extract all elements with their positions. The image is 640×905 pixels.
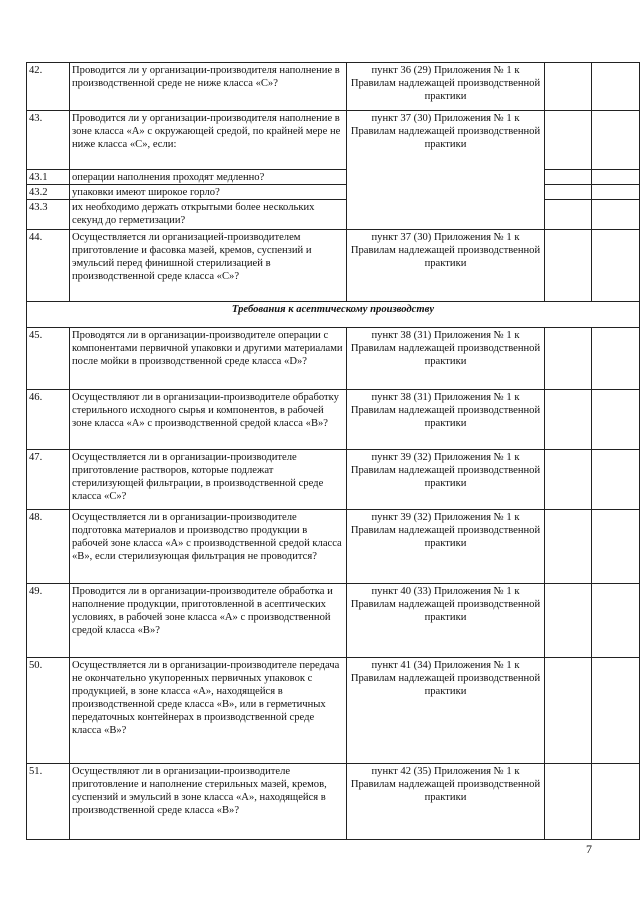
table-row [27,764,640,840]
item-number: 49. [27,584,70,658]
note-cell [592,185,640,200]
item-question: Осуществляется ли в организации-производителе приготовление растворов, которые подлежат стерилизующей фильтрации, в производственной среде класса «С»? [70,450,347,510]
table-row [27,170,640,185]
item-number: 47. [27,450,70,510]
table-row [27,200,640,230]
answer-cell [545,450,592,510]
item-reference: пункт 40 (33) Приложения № 1 к Правилам надлежащей производственной практики [347,584,545,658]
answer-cell [545,63,592,111]
item-question: операции наполнения проходят медленно? [70,170,347,185]
checklist-table [26,62,640,840]
note-cell [592,111,640,170]
section-heading: Требования к асептическому производству [27,302,640,328]
item-question: Осуществляют ли в организации-производителе приготовление и наполнение стерильных мазей, кремов, суспензий и эмульсий в зоне класса «А», находящейся в производственной среде класса «В»? [70,764,347,840]
answer-cell [545,764,592,840]
item-question: Проводятся ли в организации-производителе операции с компонентами первичной упаковки и другими материалами после мойки в производственной среде класса «D»? [70,328,347,390]
item-question: упаковки имеют широкое горло? [70,185,347,200]
item-reference: пункт 36 (29) Приложения № 1 к Правилам надлежащей производственной практики [347,63,545,111]
table-row [27,185,640,200]
item-question: Проводится ли в организации-производителе обработка и наполнение продукции, приготовленной в асептических условиях, в рабочей зоне класса «А» с производственной средой класса «В»? [70,584,347,658]
note-cell [592,328,640,390]
answer-cell [545,328,592,390]
item-reference: пункт 37 (30) Приложения № 1 к Правилам надлежащей производственной практики [347,230,545,302]
note-cell [592,450,640,510]
item-question: Осуществляется ли организацией-производителем приготовление и фасовка мазей, кремов, суспензий и эмульсий перед финишной стерилизацией в производственной среде класса «С»? [70,230,347,302]
table-row [27,450,640,510]
item-reference: пункт 38 (31) Приложения № 1 к Правилам надлежащей производственной практики [347,390,545,450]
item-reference: пункт 41 (34) Приложения № 1 к Правилам надлежащей производственной практики [347,658,545,764]
item-reference: пункт 42 (35) Приложения № 1 к Правилам надлежащей производственной практики [347,764,545,840]
table-row [27,584,640,658]
answer-cell [545,200,592,230]
item-question: Осуществляют ли в организации-производителе обработку стерильного исходного сырья и компонентов, в рабочей зоне класса «А» с производственной средой класса «В»? [70,390,347,450]
answer-cell [545,658,592,764]
table-row [27,390,640,450]
answer-cell [545,390,592,450]
note-cell [592,584,640,658]
answer-cell [545,170,592,185]
note-cell [592,200,640,230]
item-reference: пункт 39 (32) Приложения № 1 к Правилам надлежащей производственной практики [347,450,545,510]
item-question: Проводится ли у организации-производителя наполнение в зоне класса «А» с окружающей средой, по крайней мере не ниже класса «С», если: [70,111,347,170]
item-number: 43.3 [27,200,70,230]
note-cell [592,658,640,764]
item-number: 43. [27,111,70,170]
answer-cell [545,230,592,302]
item-number: 42. [27,63,70,111]
item-number: 43.2 [27,185,70,200]
item-question: Проводится ли у организации-производителя наполнение в производственной среде не ниже класса «С»? [70,63,347,111]
note-cell [592,390,640,450]
note-cell [592,230,640,302]
item-number: 44. [27,230,70,302]
item-question: Осуществляется ли в организации-производителе передача не окончательно укупоренных первичных упаковок с продукцией, в зоне класса «А», находящейся в производственной среде класса «В», или в герметичных передаточных контейнерах в производственной среде класса «В»? [70,658,347,764]
table-row [27,658,640,764]
item-reference: пункт 39 (32) Приложения № 1 к Правилам надлежащей производственной практики [347,510,545,584]
answer-cell [545,510,592,584]
answer-cell [545,185,592,200]
note-cell [592,63,640,111]
item-question: Осуществляется ли в организации-производителе подготовка материалов и производство продукции в рабочей зоне класса «А» с производственной средой класса «В», если стерилизующая фильтрация не проводится? [70,510,347,584]
table-row [27,111,640,170]
item-number: 45. [27,328,70,390]
item-reference: пункт 37 (30) Приложения № 1 к Правилам надлежащей производственной практики [347,111,545,230]
item-number: 51. [27,764,70,840]
item-number: 50. [27,658,70,764]
section-row [27,302,640,328]
table-row [27,63,640,111]
item-reference: пункт 38 (31) Приложения № 1 к Правилам надлежащей производственной практики [347,328,545,390]
table-row [27,328,640,390]
page-number: 7 [586,842,592,856]
answer-cell [545,584,592,658]
item-number: 43.1 [27,170,70,185]
table-row [27,510,640,584]
note-cell [592,510,640,584]
answer-cell [545,111,592,170]
note-cell [592,764,640,840]
note-cell [592,170,640,185]
item-number: 48. [27,510,70,584]
table-row [27,230,640,302]
item-number: 46. [27,390,70,450]
item-question: их необходимо держать открытыми более нескольких секунд до герметизации? [70,200,347,230]
